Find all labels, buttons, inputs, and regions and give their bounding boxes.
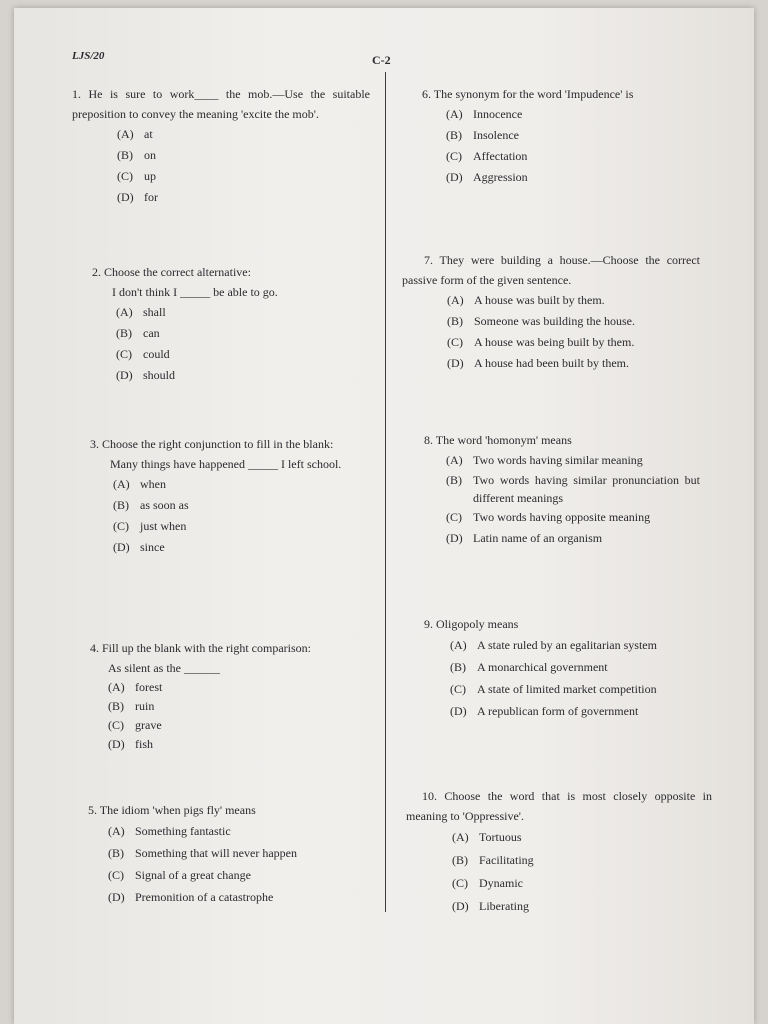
option-c[interactable]: (C) A state of limited market competition [450, 682, 657, 696]
question-9 [424, 614, 714, 722]
column-divider [385, 72, 386, 912]
question-6 [422, 84, 712, 188]
page-number: C-2 [372, 53, 391, 67]
option-c[interactable]: (C) Signal of a great change [108, 868, 251, 882]
option-b[interactable]: (B) Insolence [446, 128, 519, 142]
option-a[interactable]: (A) shall [116, 305, 166, 319]
question-5 [88, 800, 378, 908]
option-c[interactable]: (C) up [117, 169, 156, 183]
option-d[interactable]: (D) Liberating [452, 899, 529, 913]
option-d[interactable]: (D) for [117, 190, 158, 204]
option-c[interactable]: (C) A house was being built by them. [447, 335, 635, 349]
option-d[interactable]: (D) since [113, 540, 165, 554]
option-d[interactable]: (D) Latin name of an organism [446, 531, 603, 545]
option-a[interactable]: (A) Innocence [446, 107, 523, 121]
option-a[interactable]: (A) A state ruled by an egalitarian system [450, 638, 657, 652]
question-stem: 3. Choose the right conjunction to fill in the blank: [90, 437, 334, 451]
question-2 [92, 262, 372, 386]
option-b[interactable]: (B) Something that will never happen [108, 846, 297, 860]
question-stem: 4. Fill up the blank with the right comparison: [90, 641, 311, 655]
question-stem: 5. The idiom 'when pigs fly' means [88, 803, 256, 817]
question-10 [406, 786, 712, 918]
question-stem: 2. Choose the correct alternative: [92, 265, 251, 279]
option-b[interactable]: (B) Two words having similar pronunciation but different meanings [446, 473, 700, 505]
option-d[interactable]: (D) A republican form of government [450, 704, 639, 718]
option-a[interactable]: (A) Tortuous [452, 830, 522, 844]
question-sentence: Many things have happened _____ I left school. [110, 457, 342, 471]
option-c[interactable]: (C) just when [113, 519, 187, 533]
option-b[interactable]: (B) on [117, 148, 156, 162]
option-c[interactable]: (C) Two words having opposite meaning [446, 510, 651, 524]
option-b[interactable]: (B) Facilitating [452, 853, 534, 867]
option-a[interactable]: (A) when [113, 477, 166, 491]
option-b[interactable]: (B) A monarchical government [450, 660, 608, 674]
option-b[interactable]: (B) can [116, 326, 160, 340]
option-d[interactable]: (D) should [116, 368, 176, 382]
question-stem: 10. Choose the word that is most closely opposite in meaning to 'Oppressive'. [406, 789, 712, 823]
option-d[interactable]: (D) Aggression [446, 170, 528, 184]
option-a[interactable]: (A) Two words having similar meaning [446, 453, 643, 467]
option-d[interactable]: (D) Premonition of a catastrophe [108, 890, 274, 904]
question-3 [68, 434, 370, 558]
option-d[interactable]: (D) A house had been built by them. [447, 356, 629, 370]
option-d[interactable]: (D) fish [108, 737, 153, 751]
paper-code: LJS/20 [72, 50, 105, 62]
option-c[interactable]: (C) could [116, 347, 170, 361]
question-stem: 9. Oligopoly means [424, 617, 519, 631]
question-sentence: I don't think I _____ be able to go. [112, 285, 278, 299]
question-stem: 8. The word 'homonym' means [424, 433, 572, 447]
question-4 [90, 638, 372, 754]
option-b[interactable]: (B) as soon as [113, 498, 189, 512]
option-c[interactable]: (C) Dynamic [452, 876, 523, 890]
option-a[interactable]: (A) A house was built by them. [447, 293, 605, 307]
option-a[interactable]: (A) forest [108, 680, 163, 694]
option-c[interactable]: (C) grave [108, 718, 162, 732]
question-stem: 7. They were building a house.—Choose the correct passive form of the given sentence. [402, 253, 700, 287]
question-8 [424, 430, 700, 549]
question-stem: 6. The synonym for the word 'Impudence' is [422, 87, 634, 101]
question-sentence: As silent as the ______ [108, 661, 220, 675]
option-b[interactable]: (B) ruin [108, 699, 155, 713]
question-stem: 1. He is sure to work____ the mob.—Use the suitable preposition to convey the meaning 'excite the mob'. [72, 87, 370, 121]
option-a[interactable]: (A) at [117, 127, 153, 141]
question-1 [72, 84, 370, 208]
question-7 [402, 250, 700, 374]
option-b[interactable]: (B) Someone was building the house. [447, 314, 635, 328]
option-c[interactable]: (C) Affectation [446, 149, 528, 163]
option-a[interactable]: (A) Something fantastic [108, 824, 231, 838]
